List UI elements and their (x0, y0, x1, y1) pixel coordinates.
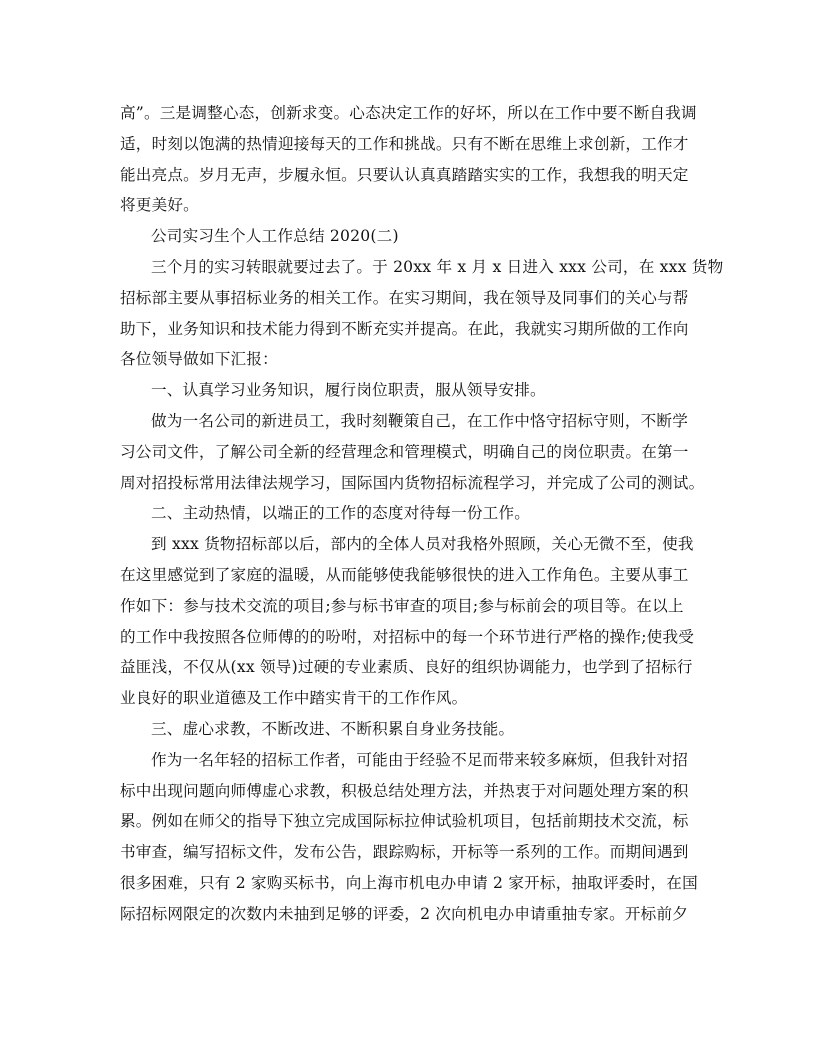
text-line: 在这里感觉到了家庭的温暖，从而能够使我能够很快的进入工作角色。主要从事工 (120, 565, 689, 584)
text-line: 很多困难，只有 2 家购买标书，向上海市机电办申请 2 家开标，抽取评委时，在国 (120, 873, 698, 892)
text-line: 益匪浅，不仅从(xx 领导)过硬的专业素质、良好的组织协调能力，也学到了招标行 (120, 658, 693, 677)
text-line: 做为一名公司的新进员工，我时刻鞭策自己，在工作中恪守招标守则，不断学 (151, 411, 688, 430)
section-title: 公司实习生个人工作总结 2020(二) (151, 227, 399, 246)
text-line: 能出亮点。岁月无声，步履永恒。只要认认真真踏踏实实的工作，我想我的明天定 (120, 165, 689, 184)
text-line: 助下，业务知识和技术能力得到不断充实并提高。在此，我就实习期所做的工作向 (120, 319, 689, 338)
text-line: 适，时刻以饱满的热情迎接每天的工作和挑战。只有不断在思维上求创新，工作才 (120, 134, 689, 153)
text-line: 际招标网限定的次数内未抽到足够的评委，2 次向机电办申请重抽专家。开标前夕 (120, 904, 689, 923)
section-heading: 一、认真学习业务知识，履行岗位职责，服从领导安排。 (151, 381, 546, 400)
text-line: 各位领导做如下汇报： (120, 350, 278, 369)
text-line: 招标部主要从事招标业务的相关工作。在实习期间，我在领导及同事们的关心与帮 (120, 288, 689, 307)
document-body (120, 98, 724, 930)
text-line: 的工作中我按照各位师傅的的吩咐，对招标中的每一个环节进行严格的操作;使我受 (120, 627, 695, 646)
text-line: 习公司文件，了解公司全新的经营理念和管理模式，明确自己的岗位职责。在第一 (120, 442, 689, 461)
section-heading: 二、主动热情，以端正的工作的态度对待每一份工作。 (151, 504, 531, 523)
text-line: 高”。三是调整心态，创新求变。心态决定工作的好坏，所以在工作中要不断自我调 (120, 104, 697, 122)
text-line: 到 xxx 货物招标部以后，部内的全体人员对我格外照顾，关心无微不至，使我 (151, 535, 694, 554)
text-line: 周对招投标常用法律法规学习，国际国内货物招标流程学习，并完成了公司的测试。 (120, 473, 705, 492)
text-line: 作如下：参与技术交流的项目;参与标书审查的项目;参与标前会的项目等。在以上 (120, 596, 684, 615)
text-line: 累。例如在师父的指导下独立完成国际标拉伸试验机项目，包括前期技术交流，标 (120, 812, 689, 831)
text-line: 业良好的职业道德及工作中踏实肯干的工作作风。 (120, 689, 468, 708)
text-line: 标中出现问题向师傅虚心求教，积极总结处理方法，并热衷于对问题处理方案的积 (120, 781, 689, 800)
text-line: 书审查，编写招标文件，发布公告，跟踪购标，开标等一系列的工作。而期间遇到 (120, 843, 689, 862)
text-line: 作为一名年轻的招标工作者，可能由于经验不足而带来较多麻烦，但我针对招 (151, 750, 688, 769)
text-line: 将更美好。 (120, 196, 199, 215)
text-line: 三个月的实习转眼就要过去了。于 20xx 年 x 月 x 日进入 xxx 公司，在 xxx 货物 (151, 257, 724, 276)
section-heading: 三、虚心求教，不断改进、不断积累自身业务技能。 (151, 719, 515, 738)
